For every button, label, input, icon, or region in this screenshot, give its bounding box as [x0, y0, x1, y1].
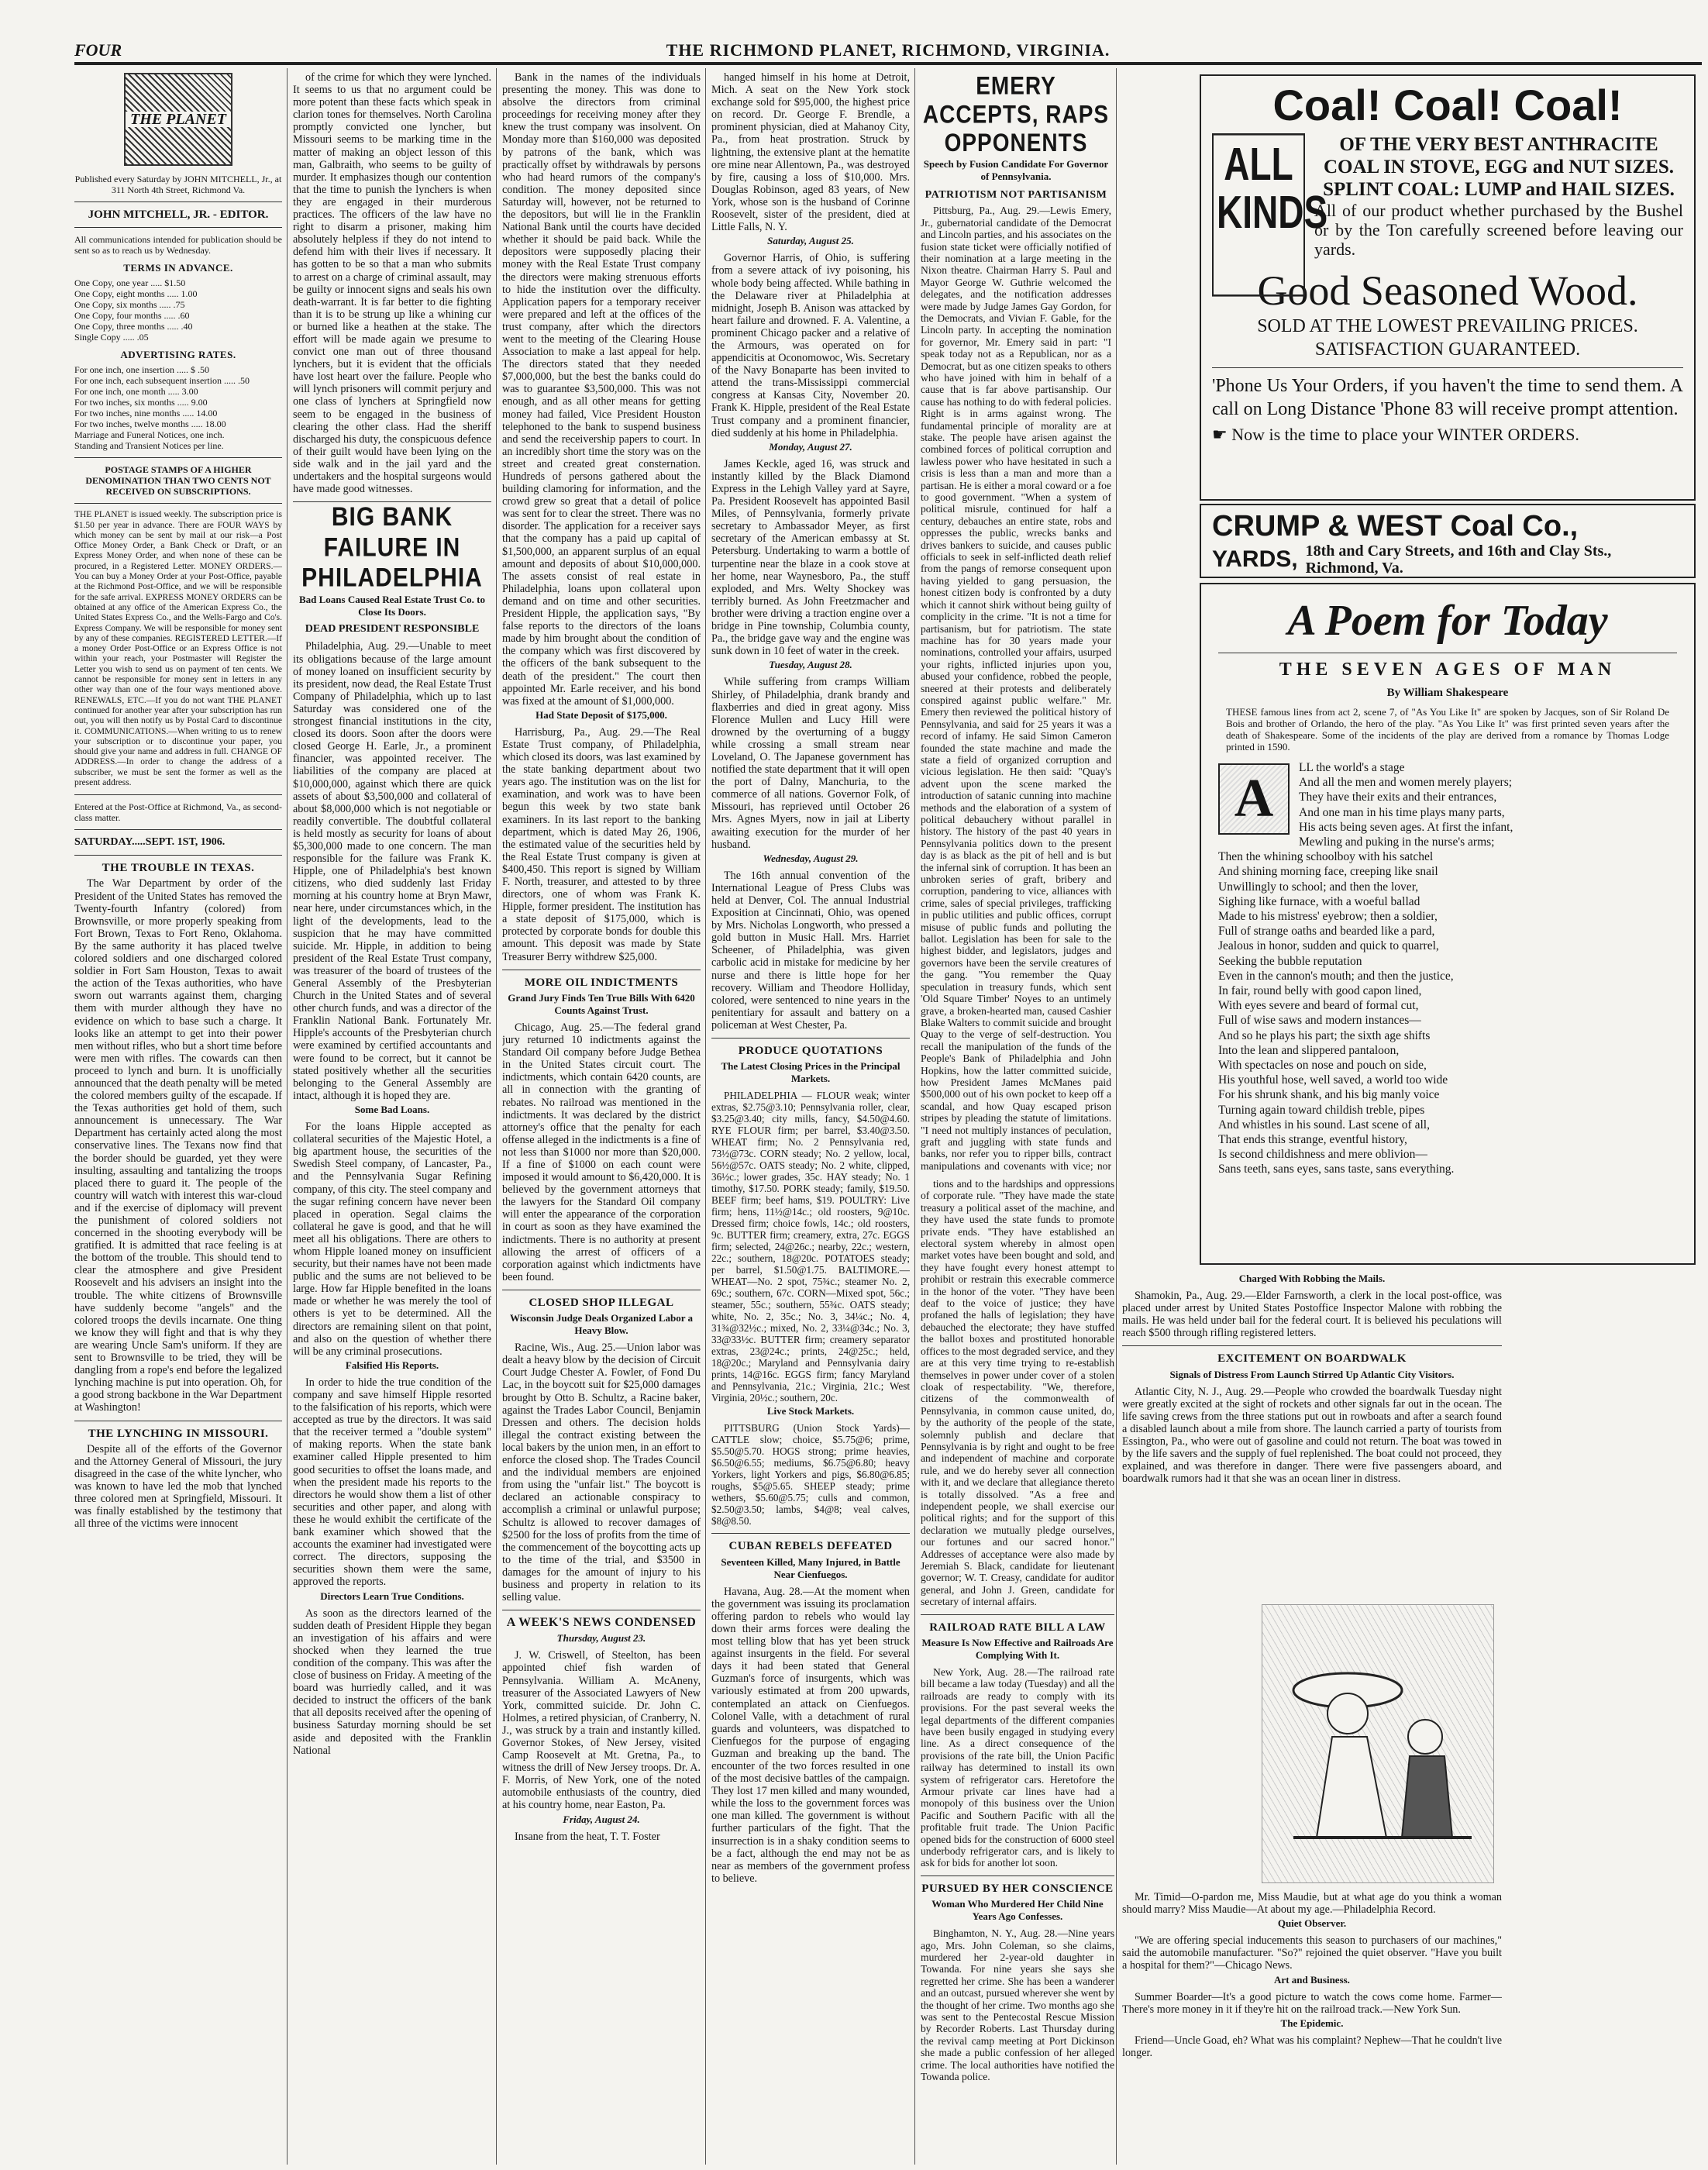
oil-heading: MORE OIL INDICTMENTS	[524, 976, 679, 989]
running-header	[74, 40, 1702, 65]
poem-note: THESE famous lines from act 2, scene 7, of "As You Like It" are spoken by Jacques, son of Sir Roland De Bois and brother of Orlando, the hero of the play. "As You Like It" was first printed seven years after the death of Shakespeare. Some of the incidents of the play are derived from a romance by Thomas Lodge printed in 1590.	[1226, 706, 1669, 753]
cuban-heading: CUBAN REBELS DEFEATED	[728, 1540, 893, 1553]
tuesday-subhead: Tuesday, August 28.	[769, 659, 852, 671]
column-rule	[914, 68, 915, 2165]
coal-screened: All of our product whether purchased by the Bushel or by the Ton carefully screened before leaving our yards.	[1314, 201, 1683, 259]
issue-date: SATURDAY.....SEPT. 1ST, 1906.	[74, 836, 226, 849]
epidemic-article: Friend—Uncle Goad, eh? What was his complaint? Nephew—That he couldn't live longer.	[1122, 2034, 1502, 2060]
coal-headline: Coal! Coal! Coal!	[1272, 81, 1623, 129]
livestock-article: PITTSBURG (Union Stock Yards)—CATTLE slow; choice, $5.75@6; prime, $5.50@5.70. HOGS strong; prime heavies, $6.50@6.55; mediums, $6.75@6.80; heavy Yorkers, light Yorkers and pigs, $6.80@6.85; roughs, $5@5.65. SHEEP steady; prime wethers, $5.60@5.75; culls and common, $2.50@3.50; lambs, $4@8; veal calves, $8@8.50.	[711, 1422, 910, 1528]
advertising-list: For one inch, one insertion ..... $ .50 For one inch, each subsequent insertion ..... .50 For one inch, one month ..... 3.00 For two inches, six months ..... 9.00 For two inches, nine months ..... 14.00 For two inches, twelve months ..... 18.00 Marriage and Funeral Notices, one inch. Standing and Transient Notices per line.	[74, 364, 250, 452]
mails-subhead: Charged With Robbing the Mails.	[1238, 1273, 1386, 1284]
column-5-bottom	[921, 1178, 1114, 2166]
pursued-article: Binghamton, N. Y., Aug. 28.—Nine years ago, Mrs. John Coleman, so she claims, murdered her 2-year-old daughter in Towanda. For nine years she says she regretted her crime. She has been a wanderer and an outcast, pursued wherever she went by the thought of her crime. Two months ago she was sent to the Pentecostal Rescue Mission by Recorder Roberts. Last Thursday during the revival camp meeting at Port Dickinson she made a public confession of her alleged crime. The local authorities have notified the Towanda police.	[921, 1927, 1114, 2082]
produce-subhead: The Latest Closing Prices in the Principal Markets.	[721, 1060, 900, 1085]
column-rule	[496, 68, 497, 2165]
loans-article: For the loans Hipple accepted as collateral securities of the Majestic Hotel, a big apartment house, the securities of the Swedish Steel company, of Lancaster, Pa., and the Pennsylvania Sugar Refining company, of this city. The steel company and the sugar refining concern have never been placed in operation. Segal claims the collateral he gave is good, and that he will meet all his obligations. There are others to whom Hipple loaned money on insufficient security, but their names have not been made public and the sums are not believed to be large. How far Hipple benefited in the loans made or whether he was merely the tool of others is yet to be determined. All the directors are remaining silent on that point, and also on the question of whether there will be any criminal prosecutions.	[293, 1121, 491, 1358]
lynching-article: Despite all of the efforts of the Governor and the Attorney General of Missouri, the jury disagreed in the case of the white lyncher, who was known to have led the mob that lynched three colored men at Springfield, Missouri. It was finally established by the testimony that all three of the victims were innocent	[74, 1442, 282, 1531]
poem-heading: A Poem for Today	[1287, 597, 1608, 645]
yards-label: YARDS,	[1212, 546, 1298, 572]
cartoon-caption: Mr. Timid—O-pardon me, Miss Maudie, but at what age do you think a woman should marry? Miss Maudie—At about my age.—Philadelphia Record.	[1122, 1891, 1502, 1917]
oil-article: Chicago, Aug. 25.—The federal grand jury returned 10 indictments against the Standard Oil company before Judge Bethea in the United States circuit court. The indictments, which contain 6420 counts, are all in connection with the granting of rebates. No railroad was mentioned in the indictments. It was declared by the district attorney's office that the penalty for each offense alleged in the indictments is a fine of not less than $1000 nor more than $20,000. If a fine of $1000 on each count were imposed it would amount to $6,420,000. It is believed by the government attorneys that the lawyers for the Standard Oil company will enter the appearance of the corporation in court as soon as they have examined the indictments. There is no authority at present allowing the arrest of officers of a corporation against which indictments have been found.	[502, 1021, 701, 1283]
cartoon-illustration	[1262, 1604, 1494, 1883]
poem-title: THE SEVEN AGES OF MAN	[1279, 660, 1617, 680]
rail-heading: RAILROAD RATE BILL A LAW	[929, 1621, 1106, 1634]
communications-note: All communications intended for publication should be sent so as to reach us by Wednesday.	[74, 234, 282, 257]
winter-orders: ☛ Now is the time to place your WINTER ORDERS.	[1212, 425, 1579, 444]
column-5	[921, 71, 1111, 1172]
crump-west-ad	[1200, 504, 1696, 578]
friday-subhead: Friday, August 24.	[563, 1813, 640, 1825]
editor-line: JOHN MITCHELL, JR. - EDITOR.	[88, 208, 269, 221]
epidemic-subhead: The Epidemic.	[1280, 2017, 1344, 2029]
state-deposit-subhead: Had State Deposit of $175,000.	[535, 708, 667, 721]
column-rule	[287, 68, 288, 2165]
page-number: FOUR	[74, 40, 122, 60]
state-deposit-article: Harrisburg, Pa., Aug. 29.—The Real Estate Trust company, of Philadelphia, which closed its doors, was last examined by the state banking department about two years ago. The institution was on the list for examination, and work was to have been begun this week by two state bank examiners. In its last report to the banking department, which is dated May 26, 1906, the estimated value of the securities held by the Real Estate Trust company is given at $400,450. This report is signed by William F. North, treasurer, and attested to by three directors, one of whom was Frank K. Hipple, former president. The institution has a state deposit of $175,000, which is protected by corporate bonds for double this amount. This deposit was made by State Treasurer Berry withdrew $25,000.	[502, 725, 701, 963]
lynching-heading: THE LYNCHING IN MISSOURI.	[88, 1427, 269, 1440]
week-news-wednesday: The 16th annual convention of the International League of Press Clubs was held at Denver, Col. The annual Industrial Exposition at Cincinnati, Ohio, was opened by Mrs. Nicholas Longworth, who pressed a gold button in Music Hall. Mrs. Harriet Scheener, of Philadelphia, was given carbolic acid in mistake for medicine by her nurse and there is little hope for her recovery. William and Theodore Holliday, colored, were sentenced to nine years in the penitentiary for assault and battery on a policeman at West Chester, Pa.	[711, 869, 910, 1032]
stamps-notice: POSTAGE STAMPS OF A HIGHER DENOMINATION THAN TWO CENTS NOT RECEIVED ON SUBSCRIPTIONS.	[85, 464, 271, 498]
wood-headline: Good Seasoned Wood.	[1257, 267, 1638, 314]
column-1	[74, 71, 282, 2164]
cuban-subhead: Seventeen Killed, Many Injured, in Battle Near Cienfuegos.	[721, 1555, 900, 1580]
emery-article: Pittsburg, Pa., Aug. 29.—Lewis Emery, Jr., gubernatorial candidate of the Democrat and Lincoln parties, and his associates on the fusion state ticket were officially notified of their nomination at a large meeting in the Nixon theatre. Chairman Harry S. Paul and Mayor George W. Guthrie welcomed the delegates, and the notification addresses were made by Judge James Gay Gordon, for the Democrats, and Vivian F. Gable, for the Lincoln party. In accepting the nomination for governor, Mr. Emery said in part: "I speak today not as a Republican, nor as a Democrat, but as one citizen speaks to others who have joined with him in behalf of a cause that is far above partisanship. Our cause has nothing to do with federal policies. Right is in arms against wrong. The fundamental principle of morality are at stake. The people have arisen against the combined forces of political corruption and lawless power who have hesitated in such a crisis is less than a man and more than a partisan. He is either a moral coward or a foe to good government. "When a system of political misrule, continued for half a century, debauches an entire state, robs and oppresses the public, wrecks banks and drives bankers to suicide, and causes public officials to seek in self-inflicted death relief from the pangs of remorse consequent upon having yielded to gang persuasion, the honest citizen body is confronted by a duty which it cannot shirk without being guilty of complicity in the crime. "It is not a time for partisanism, but for patriotism. The state machine has for 30 years made your nominations, controlled your affairs, usurped your rights, inflicted injuries upon you, abused your confidence, robbed the people, sneered at their protests and deliberately conspired against public welfare." Mr. Emery then reviewed the political history of Pennsylvania, and said for 25 years it was a record of infamy. He said Simon Cameron founded the state machine and made the state a field of organized corruption and vicious legislation. He then said: "Quay's advent upon the scene marked the introduction of satanic cunning into machine methods and the elaboration of a system of political debauchery without parallel in history. The history of the past 40 years in Pennsylvania politics down to the present day is as black as the pit of hell and is but the infernal sink of corruption. It has been an unbroken series of graft, bribery and corruption, pandering to vice, alliances with crime, sales of special privileges, trafficking in public utilities and public offices, corrupt misuse of public funds and polluting the ballot. Legislation has been for sale to the highest bidder, and legislators, judges and governors have been the servile creatures of the gang. "You remember the Quay speculation in treasury funds, which sent 'Old Square Timber' Noyes to an untimely grave, a broken-hearted man, caused Cashier Blake Walters to commit suicide and brought Quay to the verge of self-destruction. You recall the manipulation of the funds of the People's Bank of Philadelphia and John Hopkins, how the latter committed suicide, how President James McManes paid $500,000 out of his own pocket to keep off a scandal, and how Quay escaped prison stripes by pleading the statute of limitations. "I need not multiply instances of peculation, graft and juggling with state funds and banks, nor refer you to ripper bills, contract manipulations and covenants with vice; nor	[921, 205, 1111, 1172]
thursday-subhead: Thursday, August 23.	[556, 1632, 646, 1645]
week-news-thursday: J. W. Criswell, of Steelton, has been appointed chief fish warden of Pennsylvania. William A. McAneny, treasurer of the Associated Lawyers of New York, committed suicide. Dr. John C. Holmes, a retired physician, of Cranberry, N. J., was struck by a train and instantly killed. Governor Stokes, of New Jersey, visited Camp Roosevelt at Mt. Gretna, Pa., to witness the drill of New Jersey troops. Dr. A. F. Morris, of New York, one of the noted automobile enthusiasts of the country, died at his country home, near Easton, Pa.	[502, 1649, 701, 1812]
falsified-subhead: Falsified His Reports.	[345, 1359, 439, 1371]
coal-sizes: OF THE VERY BEST ANTHRACITE COAL IN STOVE, EGG and NUT SIZES. SPLINT COAL: LUMP and HAIL SIZES.	[1323, 134, 1675, 200]
week-news-cont: hanged himself in his home at Detroit, Mich. A seat on the New York stock exchange sold for $95,000, the highest price on record. Dr. George F. Brendle, a prominent physician, died at Mahanoy City, Pa., from heat prostration. Struck by lightning, the extensive plant at the hematite ore mine near Allentown, Pa., was destroyed by fire, causing a loss of $10,000. Mrs. Douglas Robinson, aged 83 years, of New York, whose son is the husband of Corinne Roosevelt, sister of the president, died at Little Falls, N. Y.	[711, 71, 910, 234]
column-rule	[1116, 68, 1117, 2165]
column-6-bottom	[1122, 1271, 1697, 2162]
dropcap-a: A	[1218, 763, 1290, 835]
emery-article-cont: tions and to the hardships and oppressions of corporate rule. "They have made the state treasury a political asset of the machine, and they have used the state funds to promote private ends. "They have established an electoral system whereby in almost open market votes have been bought and sold, and they have fought every honest attempt to prohibit or restrain this execrable commerce in the honor of the voter. "They have been deaf to the voice of justice; they have profaned the halls of legislation; they have debauched the electorate; they have stuffed the ballot boxes and prostituted honorable offices to the most degraded service, and they are at this very time trying to re-establish themselves in power under cover of a stolen cloak of respectability. "We, therefore, citizens of the commonwealth of Pennsylvania, in common cause united, do, by the authority of the people of the state, solemnly publish and declare that Pennsylvania is by right and ought to be free and independent of machine and corporate rule, and we do hereby sever all connection with it, and we declare that allegiance thereto is totally dissolved. "As a free and independent people, we shall exercise our political rights; and for the support of this declaration we mutually pledge ourselves, our fortunes and our sacred honor." Addresses of acceptance were also made by Jeremiah S. Black, candidate for lieutenant governor; W. T. Creasy, candidate for auditor general, and John J. Green, candidate for secretary of internal affairs.	[921, 1178, 1114, 1608]
wednesday-subhead: Wednesday, August 29.	[763, 852, 859, 864]
mails-article: Shamokin, Pa., Aug. 29.—Elder Farnsworth, a clerk in the local post-office, was placed under arrest by United States Postoffice Inspector Malone with robbing the mails. He was held under bail for the federal court. It is believed his peculations will reach $500 through rifling registered letters.	[1122, 1290, 1502, 1340]
falsified-article: In order to hide the true condition of the company and save himself Hipple resorted to the falsification of his reports, which were accepted as true by the directors. It was said that the receiver termed a "double system" of making reports. When the state bank examiner called Hipple presented to him good securities to offset the loans made, and when the president made his reports to the directors he would show them a list of other securities and other paper, and along with these he would exhibit the certificate of the bank examiner which showed that the accounts the examiner had investigated were correct. The directors, supposing the securities shown them were the same, approved the reports.	[293, 1376, 491, 1589]
column-4	[711, 71, 910, 2164]
directors-article: As soon as the directors learned of the sudden death of President Hipple they began an investigation of his affairs and were shocked when they learned the true condition of the company. This was after the close of business on Friday. A meeting of the board was hurriedly called, and it was decided to instruct the officers of the bank that all deposits received after the opening of business Saturday morning should be set aside and deposited with the Franklin National	[293, 1607, 491, 1757]
saturday-subhead: Saturday, August 25.	[767, 235, 854, 247]
texas-heading: THE TROUBLE IN TEXAS.	[102, 862, 255, 875]
poem-lines: LL the world's a stage And all the men and women merely players; They have their exits and their entrances, And one man in his time plays many parts, His acts being seven ages. At first the infant, Mewling and puking in the nurse's arms; Then the whining schoolboy with his satchel And shining morning face, creeping like snail Unwillingly to school; and then the lover, Sighing like furnace, with a woeful ballad Made to his mistress' eyebrow; then a soldier, Full of strange oaths and bearded like a pard, Jealous in honor, sudden and quick to quarrel, Seeking the bubble reputation Even in the cannon's mouth; and then the justice, In fair, round belly with good capon lined, With eyes severe and beard of formal cut, Full of wise saws and modern instances— And so he plays his part; the sixth age shifts Into the lean and slippered pantaloon, With spectacles on nose and pouch on side, His youthful hose, well saved, a world too wide For his shrunk shank, and his big manly voice Turning again toward childish treble, pipes And whistles in his sound. Last scene of all, That ends this strange, eventful history, Is second childishness and mere oblivion— Sans teeth, sans eyes, sans taste, sans everything.	[1218, 761, 1513, 1176]
week-news-saturday: Governor Harris, of Ohio, is suffering from a severe attack of ivy poisoning, his whole body being affected. While bathing in the Delaware river at Philadelphia at midnight, Joseph B. Anison was attacked by heart failure and drowned. F. A. Valentine, a prominent Chicago packer and a relative of the Armours, was operated on for appendicitis at Oconomowoc, Wis. Secretary of the Navy Bonaparte has been invited to attend the trans-Mississippi commercial congress at Kansas City, November 20. Frank K. Hipple, president of the Real Estate Trust company and a prominent financier, died suddenly at his home in Philadelphia.	[711, 252, 910, 439]
bank-article-cont: Bank in the names of the individuals presenting the money. This was done to absolve the directors from criminal proceedings for receiving money after they knew the trust company was insolvent. On Monday more than $160,000 was deposited by patrons of the bank, which was practically offset by withdrawals by persons who had heard rumors of the company's condition. The money deposited since Saturday will, however, not be returned to the depositors, but will lie in the Franklin National Bank until the courts have decided whether it should be paid back. While the depositors were supposedly placing their money with the Real Estate Trust company the directors were making strenuous efforts to hide the institution over the difficulty. Application papers for a temporary receiver were prepared and left at the offices of the trust company, after which the directors went to the meeting of the Clearing House Association to make a last appeal for help. The directors stated that they needed $7,000,000, but the best the banks could do was to guarantee $3,500,000. This was not enough, and as all other means for getting money had failed, Vice President Houston telephoned to the bank to suspend business and send the receivership papers to court. In an incredibly short time the story was on the street and created great consternation. Hundreds of persons gathered about the building clamoring for information, and the crowd grew so great that a detail of police was sent for to clear the street. There was no disorder. The application for a receiver says that the company has a paid up capital of $1,500,000, an apparent surplus of an equal amount and deposits of about $10,000,000. The assets consist of real estate in Philadelphia, loans upon collateral upon demand and on time and other securities. President Hipple, the application says, "By false reports to the directors of the loans made by him brought about the condition of the company which was first discovered by the officers of the bank subsequent to the death of the president." The court then appointed Mr. Earle receiver, and his bond was fixed at the amount of $1,000,000.	[502, 71, 701, 708]
lynching-article-cont: of the crime for which they were lynched. It seems to us that no argument could be more potent than these facts which speak in clarion tones for themselves. North Carolina promptly convicted one lyncher, but Missouri seems to be marking time in the matter of making an object lesson of this man, Galbraith, who seems to be guilty of murder. It emphasizes though our contention that the time to punish the lynchers is when they are engaged in their murderous practices. The officers of the law have no right to disarm a prisoner, making him absolutely helpless if they do not intend to defend him with their lives if necessary. It has gotten to be so that a man who submits to arrest on a charge of criminal assault, may be guilty or innocent signs and seals his own death-warrant. It is far better to die fighting than it is to be strung up like a whining cur or burned like a heathen at the stake. The effort will be made again we presume to convict one man out of three thousand lynchers, but it is evident that the officials have lost heart over the failure. People who will lynch prisoners will commit perjury and one class of lynchers at Springfield now seem to be engaged in the business of clearing the other class. Had the sheriff discharged his duty, the conspicuous defence of their guilt would have been lying on the side walk and in the jail yard and the undertakers and the hospital surgeons would have made good witnesses.	[293, 71, 491, 496]
column-2	[293, 71, 491, 2164]
loans-subhead: Some Bad Loans.	[354, 1103, 430, 1115]
publisher-line: Published every Saturday by JOHN MITCHELL, Jr., at 311 North 4th Street, Richmond Va.	[74, 174, 282, 195]
emery-headline: EMERY ACCEPTS, RAPS OPPONENTS	[922, 71, 1110, 157]
art-subhead: Art and Business.	[1274, 1973, 1350, 1986]
art-article: Summer Boarder—It's a good picture to watch the cows come home. Farmer—There's more money in it if they're hit on the railroad track.—New York Sun.	[1122, 1990, 1502, 2016]
produce-heading: PRODUCE QUOTATIONS	[738, 1045, 883, 1058]
produce-article: PHILADELPHIA — FLOUR weak; winter extras, $2.75@3.10; Pennsylvania roller, clear, $3.25@3.40; city mills, fancy, $4.50@4.60. RYE FLOUR firm; per barrel, $3.40@3.50. WHEAT firm; No. 2 Pennsylvania red, 73½@73c. CORN steady; No. 2 yellow, local, 56½@57c. OATS steady; No. 2 white, clipped, 36½c.; lower grades, 35c. HAY steady; No. 1 timothy, $17.50. PORK steady; family, $19.50. BEEF firm; beef hams, $19. POULTRY: Live firm; hens, 11½@14c.; old roosters, 9@10c. Dressed firm; choice fowls, 14c.; old roosters, 9c. BUTTER firm; creamery, extra, 27c. EGGS firm; selected, 24@26c.; nearby, 22c.; western, 22c.; southern, 18@20c. POTATOES steady; per barrel, $1.50@1.75. BALTIMORE.—WHEAT—No. 2 spot, 75¾c.; steamer No. 2, 69c.; southern, 67c. CORN—Mixed spot, 56c.; steamer, 55c.; southern, 55¾c. OATS steady; white, No. 2, 35c.; No. 3, 34¼c.; No. 4, 31¾@32½c.; mixed, No. 2, 33¼@34c.; No. 3, 33@33½c. BUTTER firm; creamery separator extras, 23@24c.; prints, 24@25c.; held, 18@20c.; Maryland and Pennsylvania dairy prints, 14@16c. EGGS firm; fancy Maryland and Pennsylvania, 21c.; Virginia, 21c.; West Virginia, 20½c.; southern, 20c.	[711, 1090, 910, 1404]
advertising-heading: ADVERTISING RATES.	[120, 349, 236, 361]
emery-subhead: Speech by Fusion Candidate For Governor of Pennsylvania.	[923, 158, 1109, 183]
texas-article: The War Department by order of the President of the United States has removed the Twenty-fourth Infantry (colored) from Brownsville, or more properly speaking from Fort Brown, Texas to Fort Reno, Oklahoma. By the same authority it has placed twelve colored soldiers and one discharged colored soldier in Fort Sam Houston, Texas to await the action of the Texas authorities, who have sworn out warrants against them, charging them with murder although they have no evidence on which to base such a charge. It looks like an attempt to get into their power men without rifles, who but a short time before were men with rifles. The cowards can then proceed to lynch and burn. It is unofficially announced that the death penalty will be meted the colored members guilty of the escapade. If the Texas authorities get hold of them, such announcement is unnecessary. The War Department has certainly acted along the most conservative lines. The Texans now find that the border should be guarded, yet they were insulting, assaulting and tantalizing the troops placed there to guard it. The people of the country will watch with interest this war-cloud and if the exercise of diplomacy will prevent the punishment of colored soldiers not concerned in the shooting everybody will be gratified. It is admitted that race feeling is at the bottom of the trouble. This should tend to clear the atmosphere and give President Roosevelt and his advisers an insight into the trouble. The white citizens of Brownsville have suddenly become "angels" and the colored troops the devils incarnate. One thing we know they will fight and that is why they are wearing Uncle Sam's uniform. If they are sent to Brownsville to be tried, they will be dangling from a rope's end before the legalized lynching machine is put into operation. Oh, for a good strong backbone in the War Department at Washington!	[74, 877, 282, 1414]
terms-heading: TERMS IN ADVANCE.	[123, 262, 233, 274]
quiet-article: "We are offering special inducements this season to purchasers of our machines," said the automobile manufacturer. "So?" rejoined the quiet observer. "Have you built a hospital for them?"—Chicago News.	[1122, 1934, 1502, 1972]
pointing-hand-icon: ☛	[1212, 425, 1228, 444]
yards-address: 18th and Cary Streets, and 16th and Clay Sts., Richmond, Va.	[1305, 542, 1612, 577]
livestock-subhead: Live Stock Markets.	[766, 1405, 855, 1417]
cuban-article: Havana, Aug. 28.—At the moment when the government was issuing its proclamation offering pardon to rebels who would lay down their arms forces were dealing the most telling blow that has yet been struck against insurgents in the field. For several days it had been stated that General Guzman's force of insurgents, which was variously estimated at from 200 upwards, contemplated an attack on Cienfuegos. Colonel Valle, with a detachment of rural guards and volunteers, was dispatched to Cienfuegos for the purpose of engaging Guzman and breaking up the band. The encounter of the two forces resulted in one of the most decisive battles of the campaign. They lost 17 men killed and many wounded, while the loss to the government forces was one man killed. The government is without further particulars of the fight. That the insurrection is in a shaky condition seems to be a fact, although the end may not be as near as members of the government profess to believe.	[711, 1585, 910, 1885]
crump-west-name: CRUMP & WEST Coal Co.,	[1212, 510, 1579, 542]
bank-article: Philadelphia, Aug. 29.—Unable to meet its obligations because of the large amount of money loaned on insufficient security by its president, now dead, the Real Estate Trust Company of Philadelphia, which up to last Saturday was considered one of the strongest financial institutions in the city, closed its doors. Soon after the doors were closed George H. Earle, Jr., a prominent financier, was appointed receiver. The liabilities of the company are placed at $10,000,000, against which there are quick assets of about $3,500,000 and collateral of about $8,000,000 which is not negotiable or readily convertible. The doubtful collateral is held mostly as security for loans of about $5,300,000 made to one concern. The man responsible for the failure was Frank K. Hipple, one of Philadelphia's best known citizens, who died suddenly last Friday morning at his country home at Bryn Mawr, near here, under circumstances which, in the light of the developments, lead to the suspicion that he may have committed suicide. Mr. Hipple, in addition to being president of the Real Estate Trust company, was treasurer of the board of trustees of the General Assembly of the Presbyterian Church in the United States and of several other church funds, and was a director of the Franklin National Bank. Fortunately Mr. Hipple's accounts of the Presbyterian church were examined by certified accountants and were found to be correct, but it cannot be stated positively whether all the securities belonging to the General Assembly are intact, although it is hoped they are.	[293, 640, 491, 1102]
week-news-tuesday: While suffering from cramps William Shirley, of Philadelphia, drank brandy and flaxberries and died in great agony. Miss Florence Mullen and Lucy Hill were drowned by the overturning of a buggy while crossing a small stream near Loveland, O. The Japanese government has notified the state department that it will open the port of Dalny, Manchuria, to the commerce of all nations. Governor Folk, of Missouri, has reprieved until October 26 Mrs. Agnes Myers, now in jail at Liberty awaiting execution for the murder of her husband.	[711, 676, 910, 851]
poem-author: By William Shakespeare	[1386, 687, 1509, 699]
bank-failure-headline: BIG BANK FAILURE IN PHILADELPHIA	[301, 502, 483, 593]
coal-advertisement	[1200, 74, 1696, 501]
subscription-notice: THE PLANET is issued weekly. The subscription price is $1.50 per year in advance. There are FOUR WAYS by which money can be sent by mail at our risk—a Post Office Money Order, a Bank Check or Draft, or an Express Money Order, and when none of these can be procured, in a Registered Letter. MONEY ORDERS.—You can buy a Money Order at your Post-Office, payable at the Richmond Post-Office, and we will be responsible for the safe arrival. EXPRESS MONEY ORDERS can be obtained at any office of the American Express Co., the United States Express Co., and the Wells-Fargo and Co's. Express Company. We will be responsible for money sent by any of these companies. REGISTERED LETTER.—If a money Order Post-Office or an Express Office is not within your reach, your Postmaster will Register the Letter you wish to send us on payment of ten cents. We cannot be responsible for money sent in letters in any other way than one of the four ways mentioned above. RENEWALS, ETC.—If you do not want THE PLANET continued for another year after your subscription has run out, you will then notify us by Postal Card to discontinue it. COMMUNICATIONS.—When writing to us to renew your subscription or to discontinue your paper, you should give your name and address in full. CHANGE OF ADDRESS.—In order to change the address of a subscriber, we must be sent the former as well as the present address.	[74, 510, 282, 787]
quiet-subhead: Quiet Observer.	[1277, 1917, 1347, 1930]
boardwalk-heading: EXCITEMENT ON BOARDWALK	[1217, 1352, 1407, 1366]
oil-subhead: Grand Jury Finds Ten True Bills With 6420 Counts Against Trust.	[508, 991, 695, 1016]
all-kinds-label: ALL KINDS	[1212, 133, 1305, 297]
directors-subhead: Directors Learn True Conditions.	[320, 1590, 464, 1602]
pursued-heading: PURSUED BY HER CONSCIENCE	[921, 1882, 1114, 1895]
rail-subhead: Measure Is Now Effective and Railroads Are Complying With It.	[921, 1636, 1114, 1661]
closed-shop-subhead: Wisconsin Judge Deals Organized Labor a Heavy Blow.	[509, 1312, 694, 1337]
monday-subhead: Monday, August 27.	[769, 440, 852, 453]
closed-shop-heading: CLOSED SHOP ILLEGAL	[529, 1296, 674, 1309]
pursued-subhead: Woman Who Murdered Her Child Nine Years Ago Confesses.	[931, 1897, 1104, 1922]
newspaper-title: THE RICHMOND PLANET, RICHMOND, VIRGINIA.	[666, 40, 1111, 60]
couple-on-bench-drawing	[1262, 1605, 1495, 1884]
week-news-friday: Insane from the heat, T. T. Foster	[515, 1830, 660, 1843]
week-news-monday: James Keckle, aged 16, was struck and instantly killed by the Black Diamond Express in the Lehigh Valley yard at Sayre, Pa. President Roosevelt has appointed Basil Miles, of Pennsylvania, formerly private secretary to Ambassador Meyer, as first secretary of the American embassy at St. Petersburg. Undertaking to warm a bottle of turpentine near the blaze in a cook stove at her home, near Waynesboro, Pa., the stuff exploded, and Mrs. Welty Shockey was terribly burned. As John Freetzmacher and brother were driving a traction engine over a bridge in Pine township, Columbia county, Pa., the bridge gave way and the engine was sunk down in 10 feet of water in the creek.	[711, 457, 910, 658]
entered-note: Entered at the Post-Office at Richmond, Va., as second-class matter.	[74, 801, 282, 824]
boardwalk-article: Atlantic City, N. J., Aug. 29.—People who crowded the boardwalk Tuesday night were greatly excited at the sight of rockets and other signals far out in the ocean. The life saving crews from the three stations put out in rowboats and after a search found a disabled launch about a mile from shore. The launch carried a party of tourists from Essington, Pa., who were out of gasoline and could not return. The boat was towed in by the life savers and the supply of fuel replenished. The boat could not proceed, they explained, and was therefore in danger. There were five passengers aboard, and boardwalk rumors had it that she was an ocean liner in distress.	[1122, 1385, 1502, 1486]
patriotism-subhead: PATRIOTISM NOT PARTISANISM	[925, 189, 1107, 202]
boardwalk-subhead: Signals of Distress From Launch Stirred Up Atlantic City Visitors.	[1169, 1368, 1455, 1380]
terms-list: One Copy, one year ..... $1.50 One Copy, eight months ..... 1.00 One Copy, six months ..... .75 One Copy, four months ..... .60 One Copy, three months ..... .40 Single Copy ..... .05	[74, 277, 198, 343]
bank-subhead: Bad Loans Caused Real Estate Trust Co. to Close Its Doors.	[298, 594, 486, 618]
bank-subhead-2: DEAD PRESIDENT RESPONSIBLE	[305, 623, 480, 636]
closed-shop-article: Racine, Wis., Aug. 25.—Union labor was dealt a heavy blow by the decision of Circuit Court Judge Chester A. Fowler, of Fond Du Lac, in the boycott suit for $25,000 damages brought by Otto B. Schultz, a Racine baker, against the Trades Labor Council, Benjamin Dressen and others. The decision holds illegal the contract existing between the local bakers by the union men, in an effort to enforce the closed shop. The Trades Council and the individual members are enjoined from using the "unfair list." The boycott is declared an actionable conspiracy to accomplish a criminal or unlawful purpose; Schultz is allowed to recover damages of $2500 for the loss of profits from the time of the commencement of the boycotting acts up to the time of the trial, and $3500 in damages for the amount of injury to his business and property in relation to its selling value.	[502, 1342, 701, 1604]
phone-orders: 'Phone Us Your Orders, if you haven't the time to send them. A call on Long Distance 'Phone 83 will receive prompt attention.	[1212, 376, 1683, 419]
column-rule	[705, 68, 706, 2165]
poem-box	[1200, 583, 1696, 1265]
masthead-logo: THE PLANET	[124, 73, 232, 166]
week-news-heading: A WEEK'S NEWS CONDENSED	[506, 1616, 697, 1630]
wood-prices: SOLD AT THE LOWEST PREVAILING PRICES. SATISFACTION GUARANTEED.	[1257, 316, 1638, 360]
column-3	[502, 71, 701, 2164]
rail-article: New York, Aug. 28.—The railroad rate bill became a law today (Tuesday) and all the railroads are ready to comply with its provisions. For the past several weeks the legal departments of the different companies have been busily engaged in studying every line. As a direct consequence of the provisions of the rate bill, the Union Pacific railway has determined to install its own system of refrigerator cars. Heretofore the Armour private car lines have had a monopoly of this business over the Union Pacific and Southern Pacific with all the profitable fruit trade. The Union Pacific opened bids for the construction of 6000 steel underbody refrigerator cars, and is likely to ask for bids for another lot soon.	[921, 1665, 1114, 1869]
